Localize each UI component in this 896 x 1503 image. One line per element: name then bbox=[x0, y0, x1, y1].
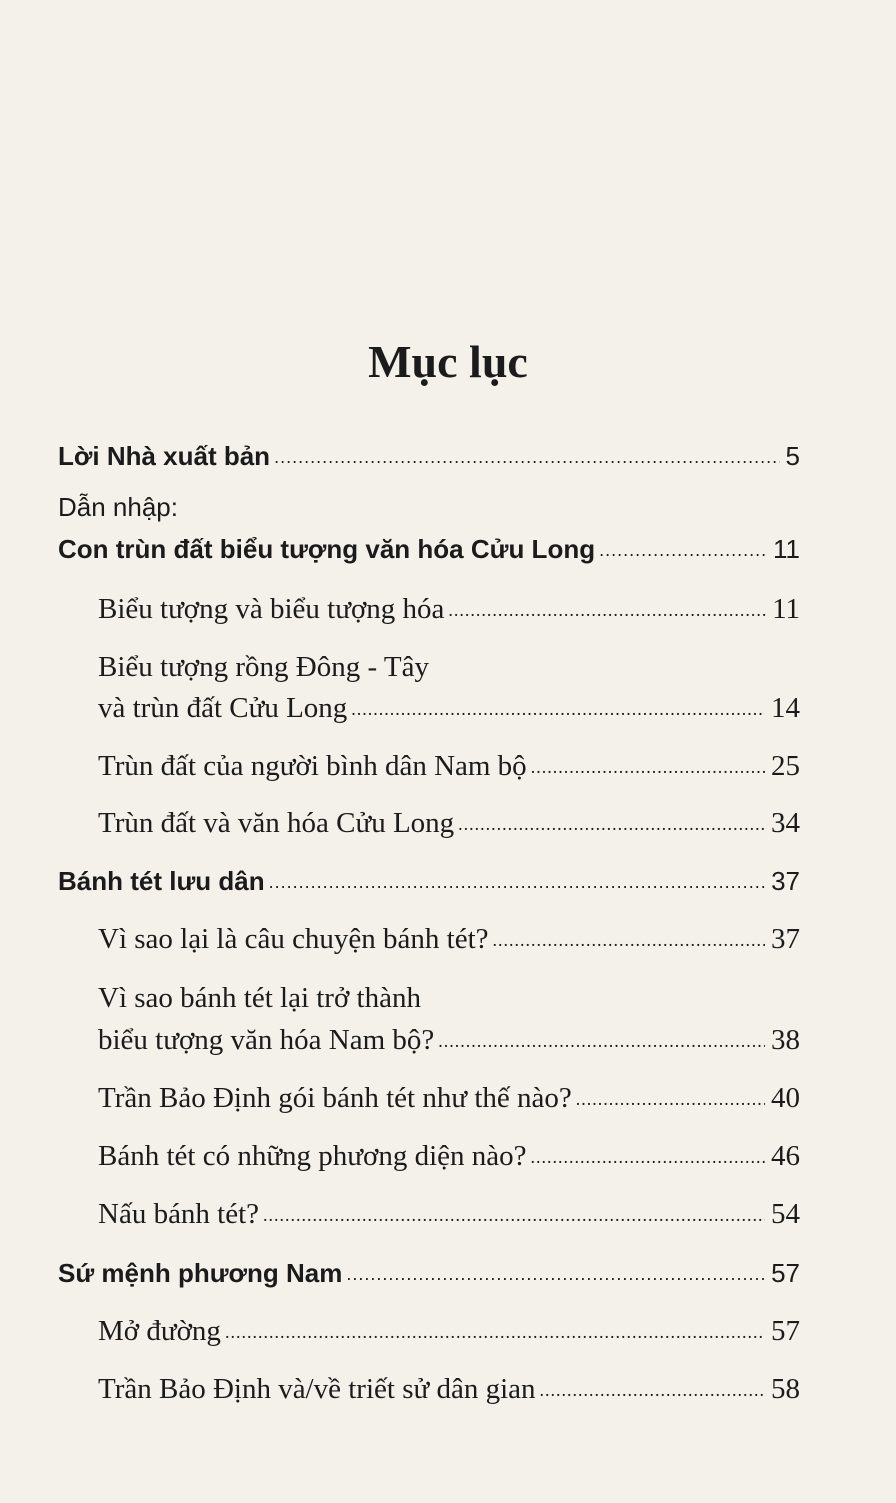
dot-leader bbox=[458, 803, 765, 832]
toc-entry-label: Trùn đất và văn hóa Cửu Long bbox=[98, 807, 455, 839]
toc-entry-label-line1: Vì sao bánh tét lại trở thành bbox=[98, 982, 421, 1014]
toc-entry-label: Lời Nhà xuất bản bbox=[58, 441, 271, 471]
toc-entry-label: Con trùn đất biểu tượng văn hóa Cửu Long bbox=[58, 534, 596, 564]
dot-leader bbox=[599, 532, 767, 558]
toc-entry-label: Trùn đất của người bình dân Nam bộ bbox=[98, 750, 527, 782]
toc-entry-label: Trần Bảo Định gói bánh tét như thế nào? bbox=[98, 1082, 572, 1114]
toc-entry[interactable] bbox=[98, 746, 800, 785]
toc-page-number: 11 bbox=[772, 593, 800, 625]
toc-entry[interactable] bbox=[98, 1311, 800, 1350]
toc-page-number: 57 bbox=[771, 1258, 800, 1288]
dot-leader bbox=[263, 1194, 765, 1223]
toc-page-number: 58 bbox=[771, 1373, 800, 1405]
dot-leader bbox=[540, 1369, 766, 1398]
dot-leader bbox=[531, 1136, 765, 1165]
toc-page-number: 25 bbox=[771, 750, 800, 782]
toc-entry-label: Nấu bánh tét? bbox=[98, 1198, 260, 1230]
toc-entry-label: Trần Bảo Định và/về triết sử dân gian bbox=[98, 1373, 536, 1405]
toc-entry-label-line1: Biểu tượng rồng Đông - Tây bbox=[98, 651, 429, 683]
toc-entry-label: Biểu tượng và biểu tượng hóa bbox=[98, 593, 445, 625]
toc-entry[interactable] bbox=[98, 919, 800, 958]
toc-entry[interactable] bbox=[98, 1369, 800, 1408]
dot-leader bbox=[438, 1020, 765, 1049]
intro-prefix: Dẫn nhập: bbox=[58, 492, 178, 522]
toc-entry[interactable] bbox=[98, 1136, 800, 1175]
toc-entry-label: Vì sao lại là câu chuyện bánh tét? bbox=[98, 923, 489, 955]
toc-entry-section-3[interactable] bbox=[58, 1255, 800, 1291]
toc-entry[interactable] bbox=[98, 688, 800, 727]
toc-entry-label: biểu tượng văn hóa Nam bộ? bbox=[98, 1024, 435, 1056]
toc-entry-label: Sứ mệnh phương Nam bbox=[58, 1258, 343, 1288]
page-title: Mục lục bbox=[368, 335, 528, 387]
toc-page-number: 40 bbox=[771, 1082, 800, 1114]
toc-entry-label: Bánh tét lưu dân bbox=[58, 866, 265, 896]
toc-entry-publisher-note[interactable] bbox=[58, 438, 800, 474]
dot-leader bbox=[351, 688, 765, 717]
toc-entry-label: và trùn đất Cửu Long bbox=[98, 692, 348, 724]
dot-leader bbox=[274, 439, 779, 465]
toc-entry[interactable] bbox=[98, 1194, 800, 1233]
toc-page-number: 37 bbox=[771, 923, 800, 955]
dot-leader bbox=[576, 1078, 765, 1107]
toc-page-number: 5 bbox=[785, 441, 800, 471]
toc-entry[interactable] bbox=[98, 1078, 800, 1117]
toc-entry-label: Mở đường bbox=[98, 1315, 221, 1347]
toc-page-number: 57 bbox=[771, 1315, 800, 1347]
dot-leader bbox=[225, 1311, 765, 1340]
toc-page-number: 34 bbox=[771, 807, 800, 839]
toc-entry-label: Bánh tét có những phương diện nào? bbox=[98, 1140, 527, 1172]
dot-leader bbox=[346, 1256, 765, 1282]
dot-leader bbox=[448, 589, 766, 618]
toc-entry-section-1[interactable] bbox=[58, 531, 800, 567]
toc-page-number: 46 bbox=[771, 1140, 800, 1172]
dot-leader bbox=[531, 746, 765, 775]
toc-page-number: 11 bbox=[773, 534, 800, 564]
toc-entry[interactable] bbox=[98, 803, 800, 842]
toc-page-number: 14 bbox=[771, 692, 800, 724]
toc-entry[interactable] bbox=[98, 1020, 800, 1059]
dot-leader bbox=[269, 864, 765, 890]
toc-page-number: 54 bbox=[771, 1198, 800, 1230]
toc-page-number: 37 bbox=[771, 866, 800, 896]
toc-page-number: 38 bbox=[771, 1024, 800, 1056]
toc-entry-section-2[interactable] bbox=[58, 863, 800, 899]
toc-entry[interactable] bbox=[98, 589, 800, 628]
dot-leader bbox=[493, 919, 765, 948]
